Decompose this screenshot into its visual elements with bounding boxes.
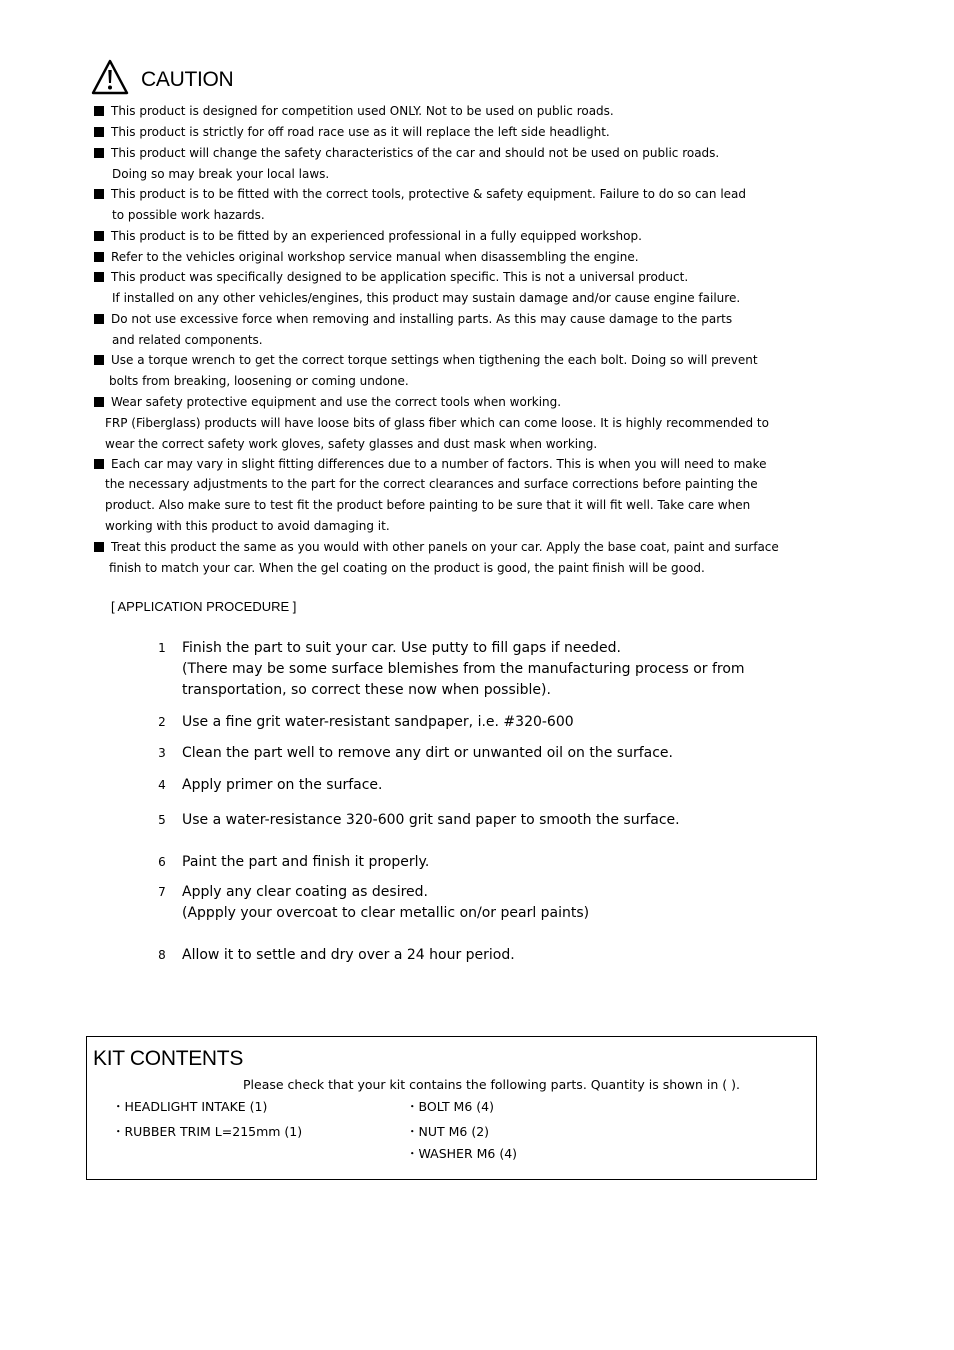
caution-note-line: Treat this product the same as you would with other panels on your car. Apply the base coat, paint and surface <box>111 540 779 554</box>
step-text-line: Paint the part and finish it properly. <box>182 854 430 870</box>
step-text-line: Clean the part well to remove any dirt or unwanted oil on the surface. <box>182 745 673 761</box>
step-text-line: Allow it to settle and dry over a 24 hour period. <box>182 947 515 963</box>
caution-note-line: Do not use excessive force when removing and installing parts. As this may cause damage to the parts <box>111 312 733 326</box>
caution-note-line: finish to match your car. When the gel coating on the product is good, the paint finish will be good. <box>109 561 705 575</box>
caution-note-line: wear the correct safety work gloves, safety glasses and dust mask when working. <box>105 437 598 451</box>
bullet-square-icon <box>94 459 104 469</box>
caution-note-line: This product is to be fitted with the correct tools, protective & safety equipment. Failure to do so can lead <box>111 187 747 201</box>
caution-note-line: bolts from breaking, loosening or coming undone. <box>109 374 409 388</box>
kit-contents-title: KIT CONTENTS <box>93 1047 244 1070</box>
caution-note-line: Refer to the vehicles original workshop service manual when disassembling the engine. <box>111 250 639 264</box>
step-number: 6 <box>158 855 166 869</box>
kit-contents-intro: Please check that your kit contains the following parts. Quantity is shown in ( ). <box>243 1077 740 1092</box>
caution-note-line: This product is strictly for off road race use as it will replace the left side headlight. <box>111 125 610 139</box>
caution-note-line: working with this product to avoid damaging it. <box>105 519 390 533</box>
caution-note-line: This product is to be fitted by an experienced professional in a fully equipped workshop. <box>111 229 642 243</box>
step-text-line: (There may be some surface blemishes from the manufacturing process or from <box>182 661 745 677</box>
step-number: 3 <box>158 746 166 760</box>
bullet-square-icon <box>94 189 104 199</box>
bullet-square-icon <box>94 148 104 158</box>
step-number: 8 <box>158 948 166 962</box>
step-text-line: (Appply your overcoat to clear metallic on/or pearl paints) <box>182 905 590 921</box>
step-text-line: Apply any clear coating as desired. <box>182 884 428 900</box>
caution-note-line: the necessary adjustments to the part for the correct clearances and surface corrections before painting the <box>105 477 758 491</box>
bullet-square-icon <box>94 397 104 407</box>
caution-note-line: and related components. <box>112 333 263 347</box>
bullet-square-icon <box>94 542 104 552</box>
caution-note-line: This product will change the safety characteristics of the car and should not be used on public roads. <box>111 146 720 160</box>
caution-note-line: product. Also make sure to test fit the product before painting to be sure that it will fit well. Take care when <box>105 498 751 512</box>
bullet-square-icon <box>94 355 104 365</box>
step-text-line: Apply primer on the surface. <box>182 777 383 793</box>
caution-note-line: This product is designed for competition used ONLY. Not to be used on public roads. <box>111 104 614 118</box>
kit-item: ・HEADLIGHT INTAKE (1) <box>112 1099 268 1114</box>
caution-title: CAUTION <box>141 68 234 91</box>
warning-triangle-icon <box>91 59 129 95</box>
caution-note-line: If installed on any other vehicles/engines, this product may sustain damage and/or cause engine failure. <box>112 291 741 305</box>
kit-item: ・BOLT M6 (4) <box>406 1099 494 1114</box>
kit-item: ・WASHER M6 (4) <box>406 1146 518 1161</box>
bullet-square-icon <box>94 106 104 116</box>
step-text-line: transportation, so correct these now when possible). <box>182 682 551 698</box>
kit-item: ・RUBBER TRIM L=215mm (1) <box>112 1124 303 1139</box>
step-number: 1 <box>158 641 166 655</box>
step-number: 5 <box>158 813 166 827</box>
bullet-square-icon <box>94 231 104 241</box>
caution-note-line: Use a torque wrench to get the correct torque settings when tigthening the each bolt. Doing so will prevent <box>111 353 758 367</box>
step-number: 7 <box>158 885 166 899</box>
caution-note-line: Wear safety protective equipment and use the correct tools when working. <box>111 395 562 409</box>
bullet-square-icon <box>94 272 104 282</box>
step-text-line: Use a water-resistance 320-600 grit sand paper to smooth the surface. <box>182 812 680 828</box>
caution-note-line: Each car may vary in slight fitting differences due to a number of factors. This is when you will need to make <box>111 457 767 471</box>
step-text-line: Finish the part to suit your car. Use putty to fill gaps if needed. <box>182 640 621 656</box>
caution-note-line: FRP (Fiberglass) products will have loose bits of glass fiber which can come loose. It is highly recommended to <box>105 416 769 430</box>
caution-note-line: Doing so may break your local laws. <box>112 167 330 181</box>
bullet-square-icon <box>94 252 104 262</box>
procedure-title: [ APPLICATION PROCEDURE ] <box>111 599 297 614</box>
step-text-line: Use a fine grit water-resistant sandpaper, i.e. #320-600 <box>182 714 574 730</box>
bullet-square-icon <box>94 314 104 324</box>
kit-item: ・NUT M6 (2) <box>406 1124 490 1139</box>
caution-note-line: This product was specifically designed to be application specific. This is not a universal product. <box>111 270 689 284</box>
bullet-square-icon <box>94 127 104 137</box>
step-number: 4 <box>158 778 166 792</box>
step-number: 2 <box>158 715 166 729</box>
caution-note-line: to possible work hazards. <box>112 208 265 222</box>
